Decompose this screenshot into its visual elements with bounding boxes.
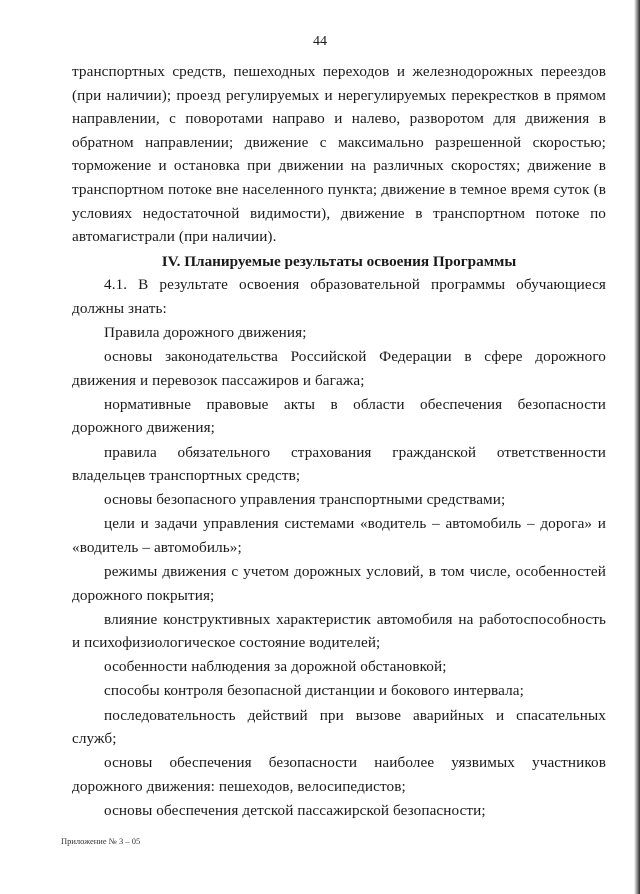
footer-note: Приложение № 3 – 05 <box>61 836 141 846</box>
scan-shadow-edge <box>634 0 640 894</box>
continuation-paragraph: транспортных средств, пешеходных переходов и железнодорожных переездов (при наличии); проезд регулируемых и нерегулируемых перекрестков в прямом направлении, с поворотами направо и налево, разворотом для движения в обратном направлении; движение с максимально разрешенной скоростью; торможение и остановка при движении на различных скоростях; движение в транспортном потоке вне населенного пункта; движение в темное время суток (в условиях недостаточной видимости), движение в транспортном потоке по автомагистрали (при наличии). <box>72 63 606 246</box>
list-item: влияние конструктивных характеристик автомобиля на работоспособность и психофизиологическое состояние водителей; <box>72 610 606 652</box>
list-item: основы безопасного управления транспортными средствами; <box>104 491 506 509</box>
list-item: режимы движения с учетом дорожных условий, в том числе, особенностей дорожного покрытия; <box>72 562 606 604</box>
section-heading: IV. Планируемые результаты освоения Программы <box>161 252 517 270</box>
list-item: способы контроля безопасной дистанции и бокового интервала; <box>104 682 524 700</box>
intro-paragraph: 4.1. В результате освоения образовательной программы обучающиеся должны знать: <box>72 276 606 317</box>
list-item: последовательность действий при вызове аварийных и спасательных служб; <box>72 706 606 748</box>
list-item: нормативные правовые акты в области обеспечения безопасности дорожного движения; <box>72 395 606 437</box>
list-item: основы обеспечения безопасности наиболее уязвимых участников дорожного движения: пешеходов, велосипедистов; <box>72 754 606 795</box>
list-item: Правила дорожного движения; <box>104 324 307 342</box>
list-item: основы законодательства Российской Федерации в сфере дорожного движения и перевозок пассажиров и багажа; <box>72 348 606 389</box>
list-item: правила обязательного страхования гражданской ответственности владельцев транспортных средств; <box>72 443 606 485</box>
document-body <box>72 60 606 823</box>
list-item: основы обеспечения детской пассажирской безопасности; <box>104 801 486 819</box>
page-number: 44 <box>313 34 327 49</box>
list-item: особенности наблюдения за дорожной обстановкой; <box>104 658 447 676</box>
list-item: цели и задачи управления системами «водитель – автомобиль – дорога» и «водитель – автомобиль»; <box>72 515 606 556</box>
